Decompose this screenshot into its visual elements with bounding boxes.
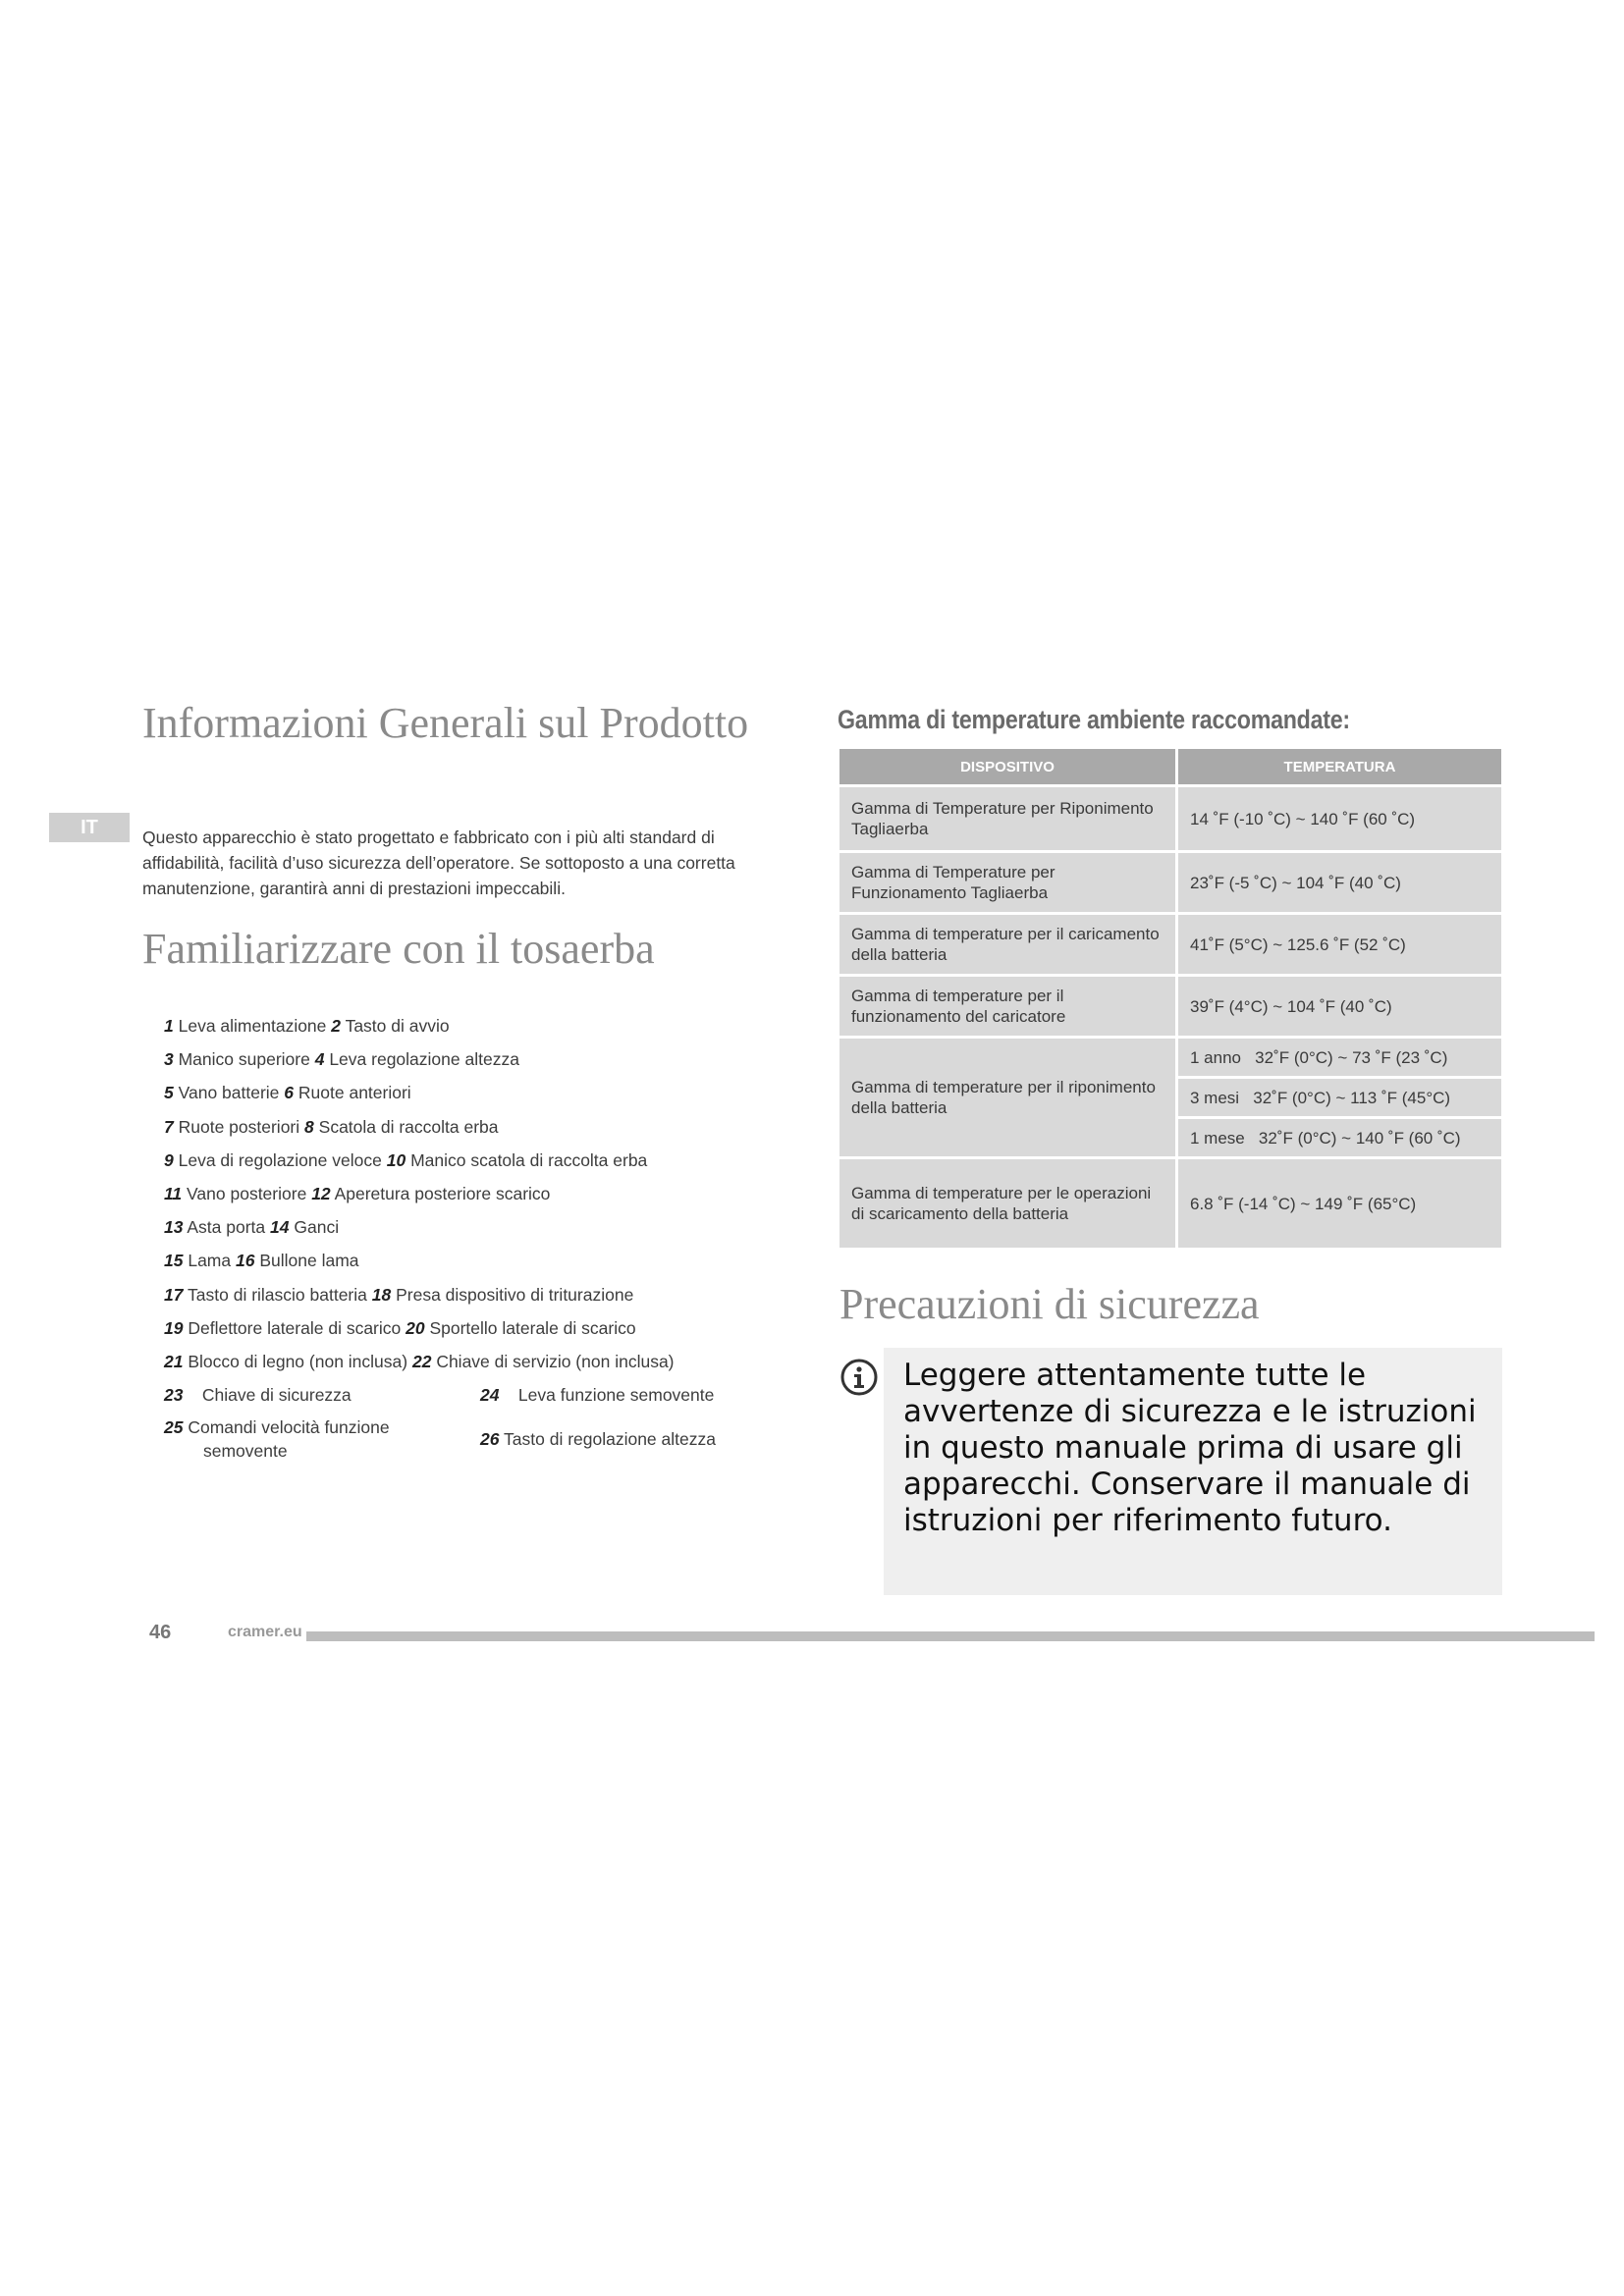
list-item: 9 Leva di regolazione veloce 10 Manico scatola di raccolta erba: [164, 1149, 648, 1170]
website: cramer.eu: [228, 1624, 302, 1640]
column-header-temperature: TEMPERATURA: [1178, 749, 1501, 784]
column-header-device: DISPOSITIVO: [839, 749, 1175, 784]
familiarize-title: Familiarizzare con il tosaerba: [142, 925, 655, 973]
temperature-range-title: Gamma di temperature ambiente raccomandate:: [838, 705, 1350, 734]
general-info-title: Informazioni Generali sul Prodotto: [142, 699, 749, 747]
table-row: Gamma di temperature per il funzionamento del caricatore 39˚F (4°C) ~ 104 ˚F (40 ˚C): [839, 977, 1501, 1036]
list-item: 1 Leva alimentazione 2 Tasto di avvio: [164, 1016, 450, 1036]
language-tab: IT: [49, 813, 130, 842]
temperature-table: [837, 746, 1504, 1251]
list-item: 25 Comandi velocità funzione semovente 26 Tasto di regolazione altezza: [164, 1417, 716, 1462]
table-row: Gamma di temperature per il caricamento della batteria 41˚F (5°C) ~ 125.6 ˚F (52 ˚C): [839, 915, 1501, 974]
safety-title: Precauzioni di sicurezza: [839, 1280, 1260, 1328]
table-row: Gamma di Temperature per Funzionamento Tagliaerba 23˚F (-5 ˚C) ~ 104 ˚F (40 ˚C): [839, 853, 1501, 912]
info-icon: [839, 1358, 879, 1397]
list-item: 15 Lama 16 Bullone lama: [164, 1251, 359, 1271]
table-row: 1 mese 32˚F (0°C) ~ 140 ˚F (60 ˚C): [839, 1119, 1501, 1156]
parts-list: [164, 1009, 763, 1463]
list-item: 23 Chiave di sicurezza 24 Leva funzione semovente: [164, 1385, 715, 1406]
intro-paragraph: Questo apparecchio è stato progettato e fabbricato con i più alti standard di affidabilità, facilità d’uso sicurezza dell’operatore. Se sottoposto a una corretta manutenzione, garantirà anni di prestazioni impeccabili.: [142, 828, 735, 898]
warning-text: Leggere attentamente tutte le avvertenze di sicurezza e le istruzioni in questo manuale prima di usare gli apparecchi. Conservare il manuale di istruzioni per riferimento futuro.: [903, 1358, 1477, 1538]
table-row: 3 mesi 32˚F (0°C) ~ 113 ˚F (45°C): [839, 1079, 1501, 1116]
list-item: 5 Vano batterie 6 Ruote anteriori: [164, 1083, 411, 1103]
footer-bar: [306, 1631, 1595, 1641]
list-item: 7 Ruote posteriori 8 Scatola di raccolta erba: [164, 1116, 499, 1137]
list-item: 3 Manico superiore 4 Leva regolazione altezza: [164, 1049, 519, 1070]
list-item: 13 Asta porta 14 Ganci: [164, 1217, 340, 1238]
page-number: 46: [149, 1622, 172, 1643]
table-row: Gamma di Temperature per Riponimento Tagliaerba 14 ˚F (-10 ˚C) ~ 140 ˚F (60 ˚C): [839, 787, 1501, 850]
list-item: 17 Tasto di rilascio batteria 18 Presa dispositivo di triturazione: [164, 1284, 634, 1305]
table-row: Gamma di temperature per le operazioni di scaricamento della batteria 6.8 ˚F (-14 ˚C) ~ 149 ˚F (65°C): [839, 1159, 1501, 1248]
list-item: 19 Deflettore laterale di scarico 20 Sportello laterale di scarico: [164, 1317, 636, 1338]
table-row: Gamma di temperature per il riponimento della batteria 1 anno 32˚F (0°C) ~ 73 ˚F (23 ˚C): [839, 1039, 1501, 1076]
list-item: 11 Vano posteriore 12 Aperetura posteriore scarico: [164, 1183, 551, 1203]
list-item: 21 Blocco di legno (non inclusa) 22 Chiave di servizio (non inclusa): [164, 1351, 675, 1371]
